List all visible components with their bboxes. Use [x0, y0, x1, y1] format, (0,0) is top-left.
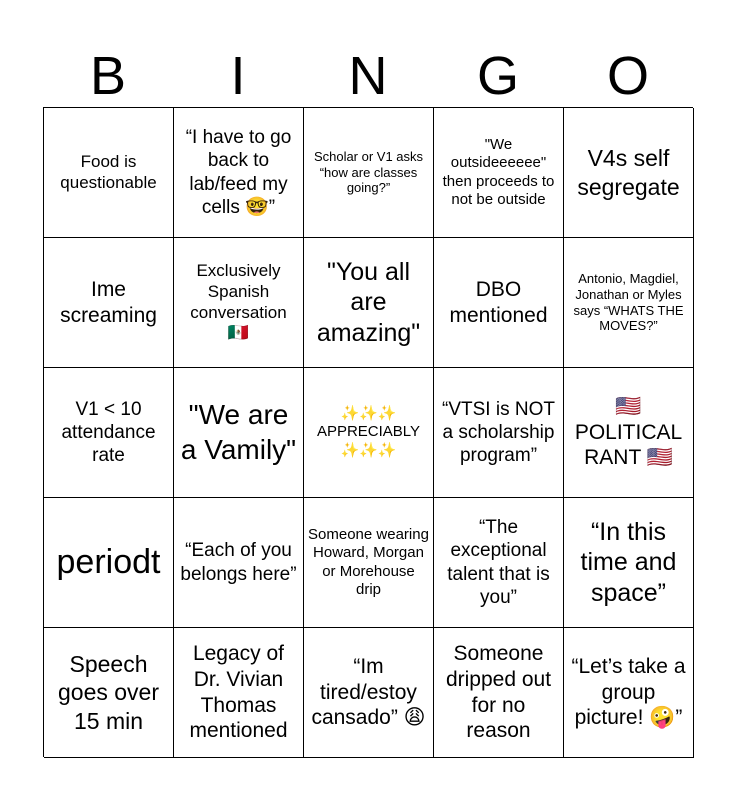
- bingo-cell[interactable]: V4s self segregate: [564, 108, 694, 238]
- bingo-cell[interactable]: Antonio, Magdiel, Jonathan or Myles says “WHATS THE MOVES?”: [564, 238, 694, 368]
- bingo-cell[interactable]: “Im tired/estoy cansado” 😩: [304, 628, 434, 758]
- bingo-cell[interactable]: “Let’s take a group picture! 🤪”: [564, 628, 694, 758]
- free-space-cell[interactable]: ✨✨✨ APPRECIABLY ✨✨✨: [304, 368, 434, 498]
- bingo-cell[interactable]: Ime screaming: [44, 238, 174, 368]
- header-letter-g: G: [476, 46, 519, 106]
- bingo-cell[interactable]: “I have to go back to lab/feed my cells 🤓”: [174, 108, 304, 238]
- bingo-cell[interactable]: periodt: [44, 498, 174, 628]
- bingo-cell[interactable]: Exclusively Spanish conversation 🇲🇽: [174, 238, 304, 368]
- bingo-cell[interactable]: "We are a Vamily": [174, 368, 304, 498]
- header-letter-b: B: [89, 46, 127, 106]
- header-letter-n: N: [348, 46, 388, 106]
- header-letter-o: O: [606, 46, 649, 106]
- bingo-cell[interactable]: Scholar or V1 asks “how are classes going?”: [304, 108, 434, 238]
- bingo-cell[interactable]: Food is questionable: [44, 108, 174, 238]
- bingo-cell[interactable]: “The exceptional talent that is you”: [434, 498, 564, 628]
- bingo-cell[interactable]: "We outsideeeeee" then proceeds to not be outside: [434, 108, 564, 238]
- bingo-header: [43, 44, 693, 108]
- bingo-cell[interactable]: Someone wearing Howard, Morgan or Morehouse drip: [304, 498, 434, 628]
- bingo-cell[interactable]: “Each of you belongs here”: [174, 498, 304, 628]
- bingo-cell[interactable]: “VTSI is NOT a scholarship program”: [434, 368, 564, 498]
- bingo-cell[interactable]: Legacy of Dr. Vivian Thomas mentioned: [174, 628, 304, 758]
- bingo-cell[interactable]: 🇺🇸 POLITICAL RANT 🇺🇸: [564, 368, 694, 498]
- bingo-cell[interactable]: "You all are amazing": [304, 238, 434, 368]
- bingo-cell[interactable]: V1 < 10 attendance rate: [44, 368, 174, 498]
- bingo-grid: [43, 107, 693, 757]
- bingo-cell[interactable]: Someone dripped out for no reason: [434, 628, 564, 758]
- bingo-cell[interactable]: Speech goes over 15 min: [44, 628, 174, 758]
- bingo-cell[interactable]: DBO mentioned: [434, 238, 564, 368]
- header-letter-i: I: [230, 46, 246, 106]
- bingo-cell[interactable]: “In this time and space”: [564, 498, 694, 628]
